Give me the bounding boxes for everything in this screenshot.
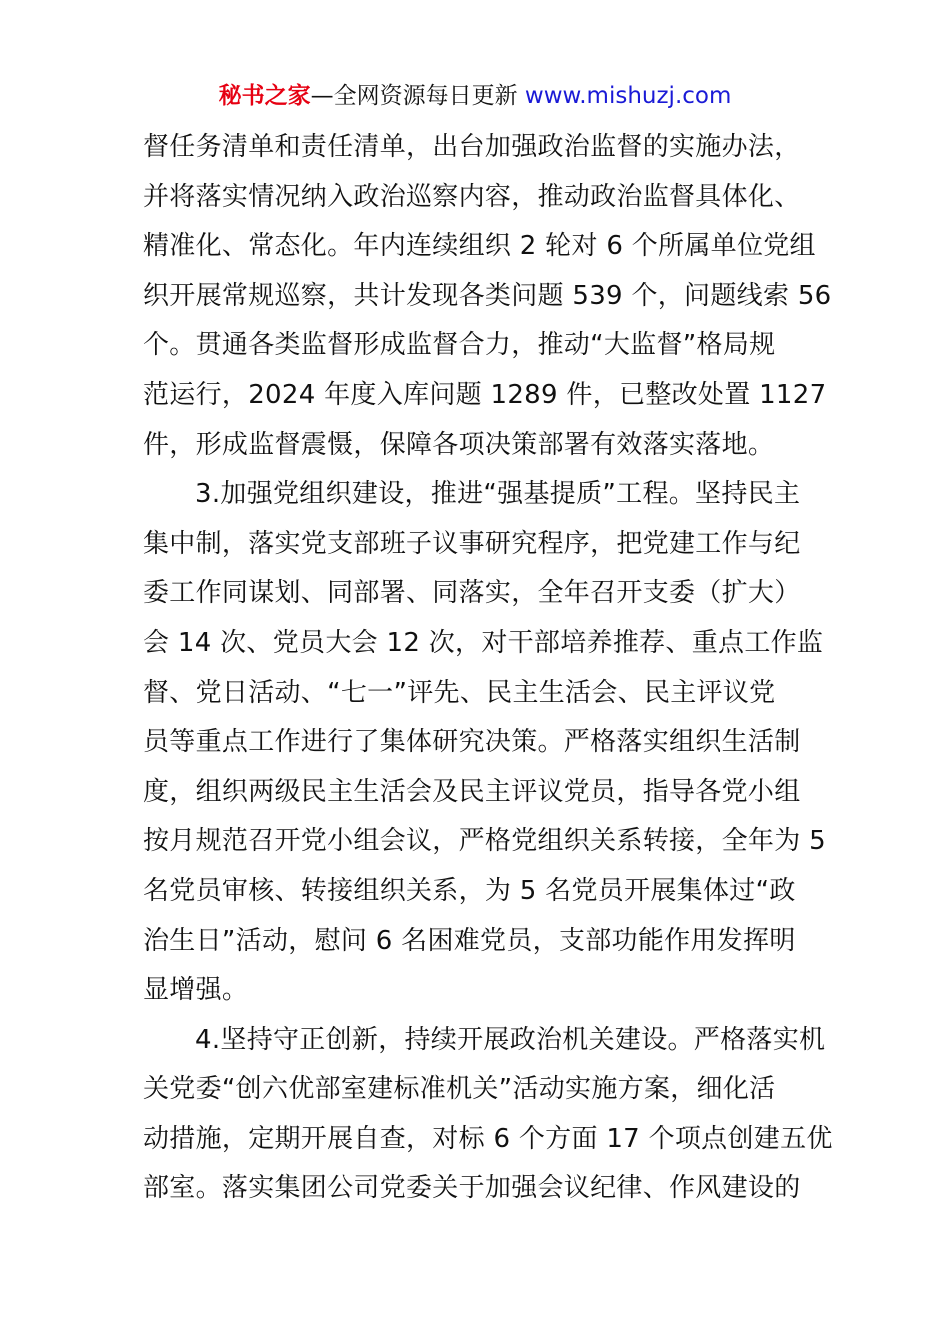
text-line: 范运行，2024 年度入库问题 1289 件，已整改处置 1127 <box>143 379 827 410</box>
text-line: 动措施，定期开展自查，对标 6 个方面 17 个项点创建五优 <box>143 1123 833 1154</box>
text-line: 督任务清单和责任清单，出台加强政治监督的实施办法， <box>143 132 801 162</box>
text-line: 度，组织两级民主生活会及民主评议党员，指导各党小组 <box>143 776 801 807</box>
text-line: 织开展常规巡察，共计发现各类问题 539 个，问题线索 56 <box>143 280 832 311</box>
document-body <box>143 123 833 1214</box>
text-line: 件，形成监督震慑，保障各项决策部署有效落实落地。 <box>143 429 775 460</box>
text-line: 部室。落实集团公司党委关于加强会议纪律、作风建设的 <box>143 1173 801 1204</box>
text-line: 并将落实情况纳入政治巡察内容，推动政治监督具体化、 <box>143 181 801 212</box>
text-line: 治生日”活动，慰问 6 名困难党员，支部功能作用发挥明 <box>143 925 796 956</box>
site-tagline: —全网资源每日更新 <box>310 83 518 109</box>
section-heading-line: 4.坚持守正创新，持续开展政治机关建设。严格落实机 <box>195 1024 826 1055</box>
text-line: 按月规范召开党小组会议，严格党组织关系转接，全年为 5 <box>143 826 826 857</box>
text-line: 员等重点工作进行了集体研究决策。严格落实组织生活制 <box>143 727 801 758</box>
text-line: 名党员审核、转接组织关系，为 5 名党员开展集体过“政 <box>143 875 796 906</box>
section-heading-line: 3.加强党组织建设，推进“强基提质”工程。坚持民主 <box>195 479 801 510</box>
text-line: 关党委“创六优部室建标准机关”活动实施方案，细化活 <box>143 1074 776 1105</box>
page-header <box>0 80 950 112</box>
text-line: 个。贯通各类监督形成监督合力，推动“大监督”格局规 <box>143 330 776 361</box>
text-line: 集中制，落实党支部班子议事研究程序，把党建工作与纪 <box>143 528 801 559</box>
site-url-link[interactable]: www.mishuzj.com <box>524 83 732 109</box>
site-brand: 秘书之家 <box>218 83 311 109</box>
text-line: 精准化、常态化。年内连续组织 2 轮对 6 个所属单位党组 <box>143 231 816 262</box>
text-line: 显增强。 <box>143 975 249 1006</box>
text-line: 督、党日活动、“七一”评先、民主生活会、民主评议党 <box>143 677 776 708</box>
text-line: 委工作同谋划、同部署、同落实，全年召开支委（扩大） <box>143 578 801 609</box>
text-line: 会 14 次、党员大会 12 次，对干部培养推荐、重点工作监 <box>143 627 824 658</box>
